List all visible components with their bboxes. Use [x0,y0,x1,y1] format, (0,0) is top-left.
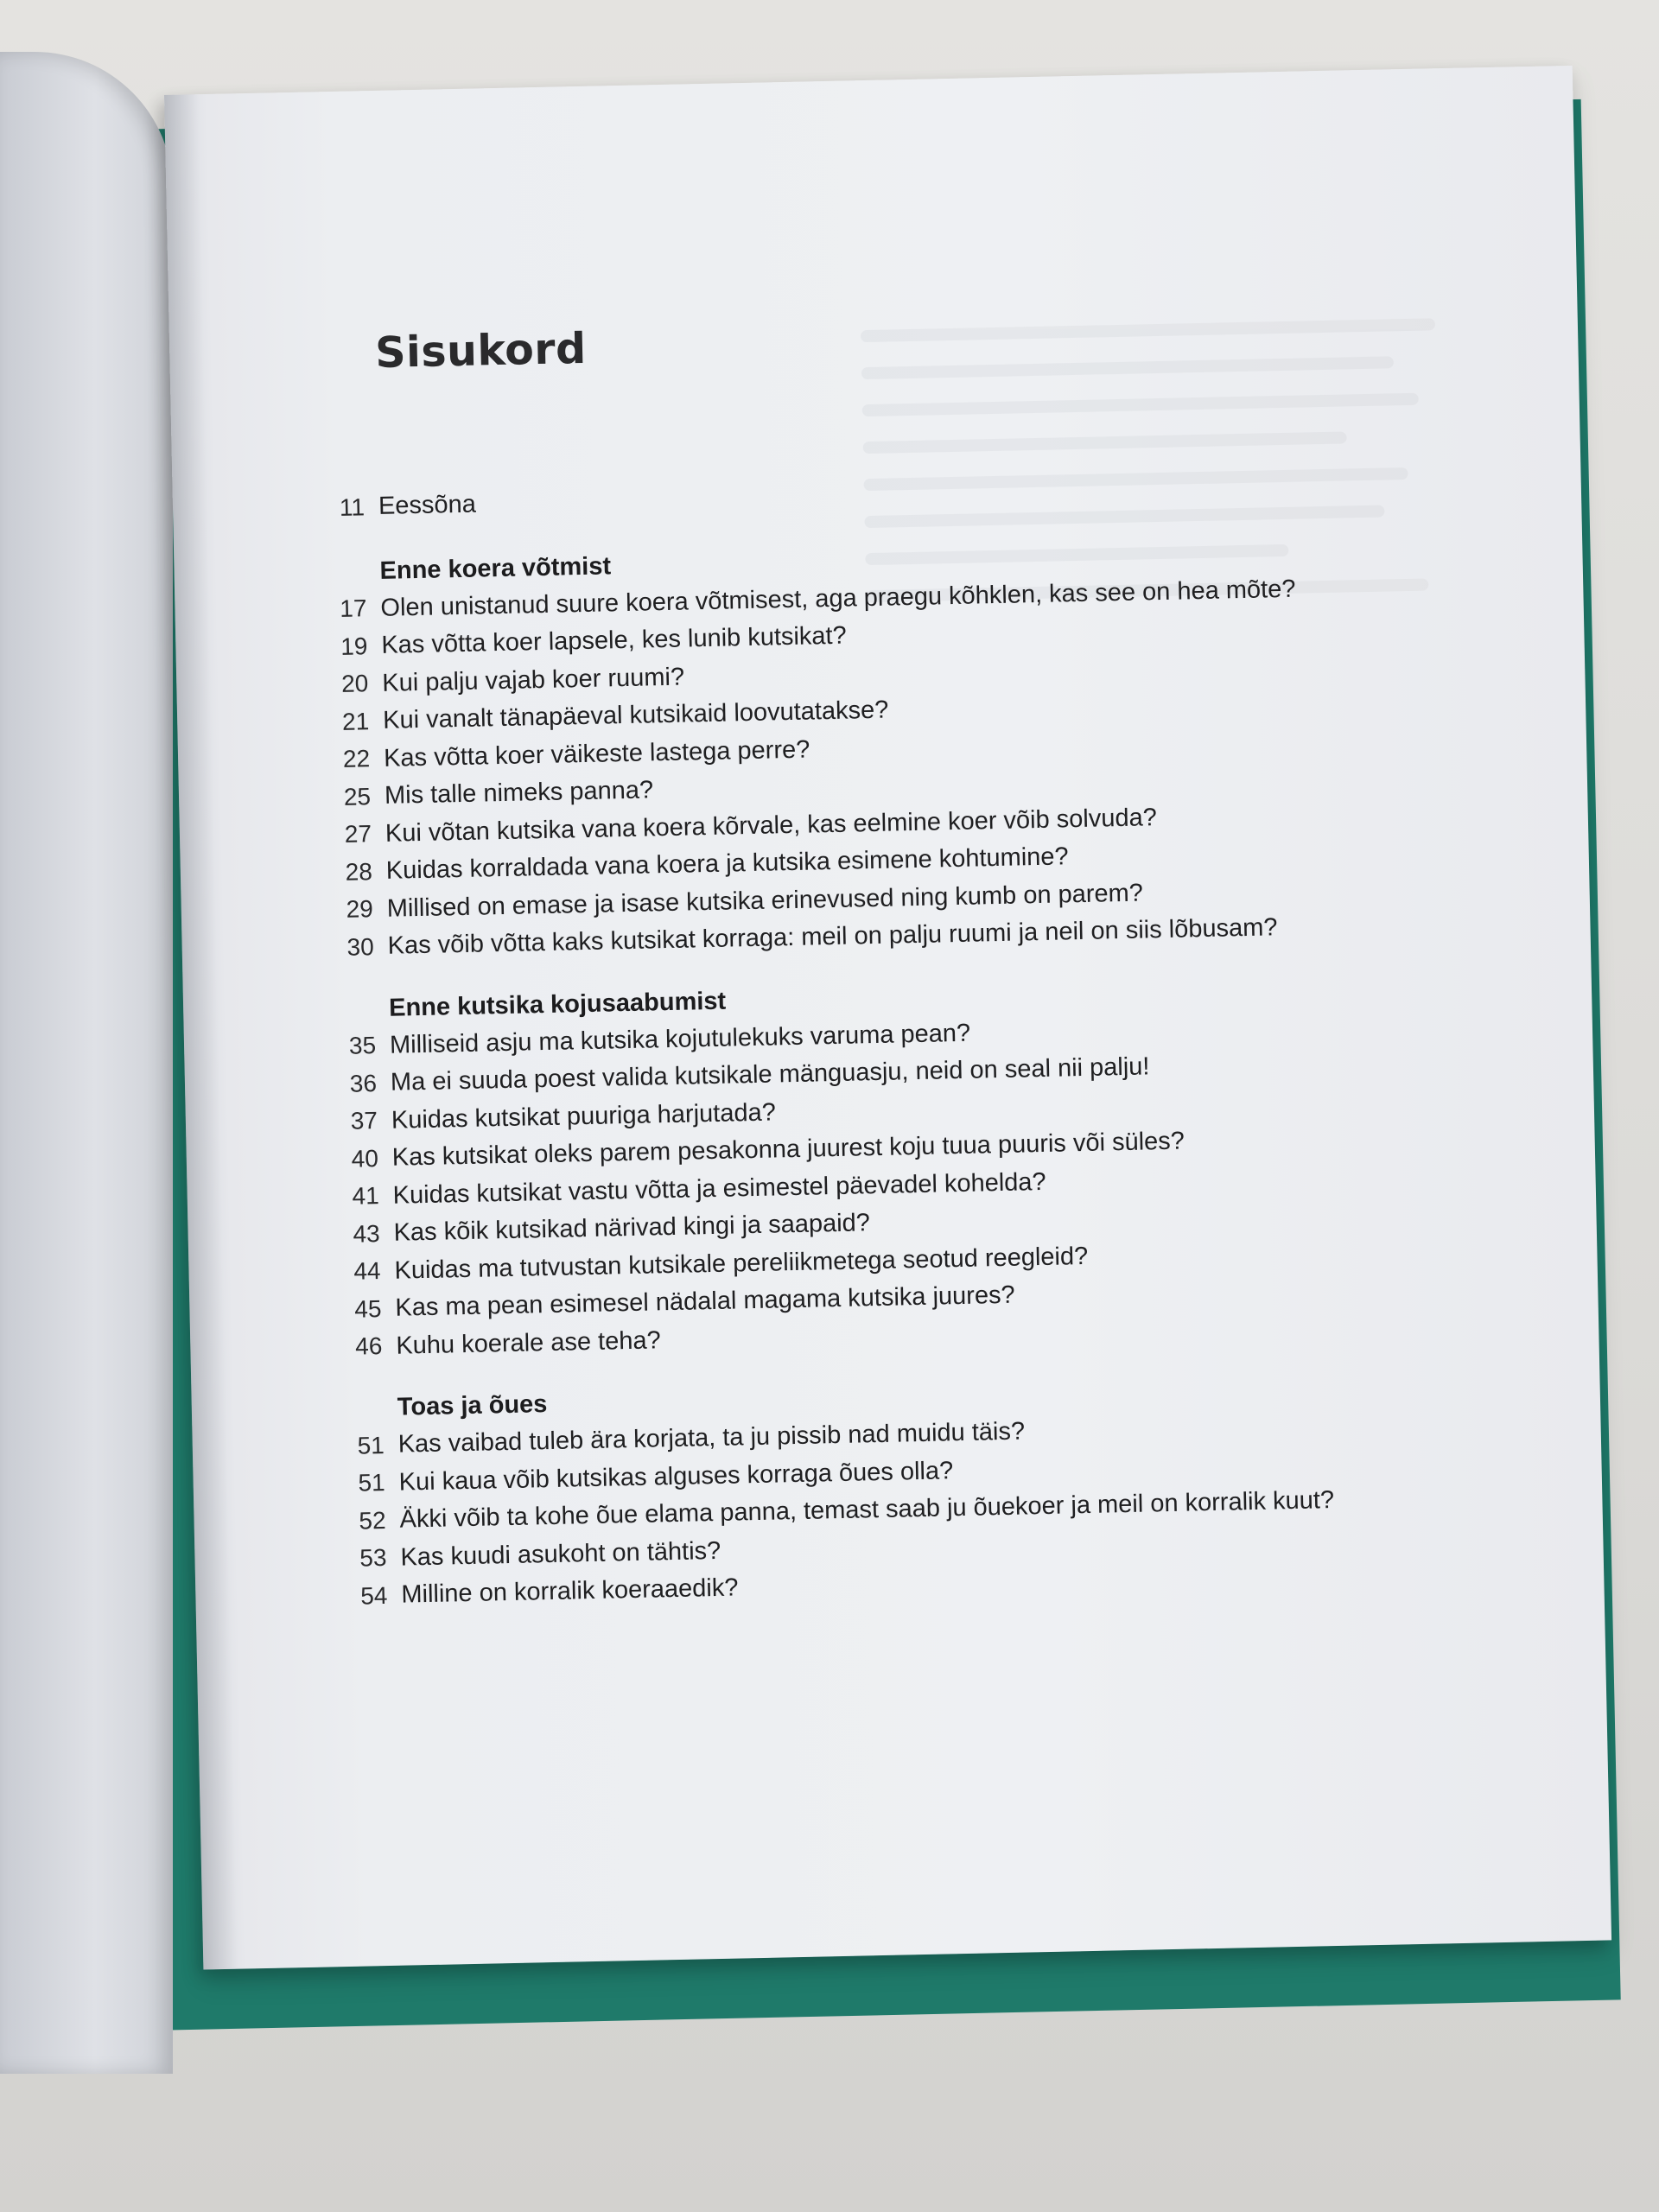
entry-title: Kui kaua võib kutsikas alguses korraga õues olla? [398,1456,954,1497]
entry-title: Kas võib võtta kaks kutsikat korraga: meil on palju ruumi ja neil on siis lõbusam? [387,913,1278,961]
entry-page-number: 52 [359,1506,386,1535]
entry-page-number: 51 [357,1431,385,1459]
entry-title: Kuidas kutsikat puuriga harjutada? [391,1098,777,1135]
entry-page-number: 17 [340,594,367,623]
entry-page-number: 51 [358,1469,386,1497]
book-page [164,66,1611,1970]
entry-page-number: 41 [352,1182,380,1210]
toc-body [173,463,1605,1618]
entry-page-number: 29 [346,895,374,924]
entry-page-number: 54 [359,1581,388,1610]
entry-page-number: 30 [346,932,375,961]
entry-page-number: 43 [353,1219,380,1248]
section-heading: Enne kutsika kojusaabumist [388,987,727,1022]
entry-page-number: 11 [339,493,365,521]
left-page-curl [0,52,173,2074]
entry-page-number: 40 [351,1144,379,1173]
entry-page-number: 27 [344,820,372,849]
entry-page-number: 35 [348,1032,377,1060]
entry-page-number: 36 [349,1069,378,1097]
entry-title: Millised on emase ja isase kutsika erinevused ning kumb on parem? [386,879,1144,923]
entry-title: Eessõna [378,490,477,521]
entry-title: Kuhu koerale ase teha? [396,1326,661,1360]
entry-title: Kui võtan kutsika vana koera kõrvale, kas eelmine koer võib solvuda? [385,803,1158,848]
entry-title: Kui vanalt tänapäeval kutsikaid loovutatakse? [382,696,889,735]
entry-title: Kas ma pean esimesel nädalal magama kutsika juures? [395,1281,1015,1322]
entry-page-number: 19 [340,632,368,660]
toc-entry-intro [173,463,1582,531]
entry-title: Milliseid asju ma kutsika kojutulekuks varuma pean? [389,1019,971,1059]
entry-page-number: 45 [353,1294,382,1323]
section-heading: Enne koera võtmist [379,551,612,585]
entry-page-number: 46 [354,1332,383,1360]
entry-page-number: 37 [350,1107,378,1135]
entry-title: Kuidas korraldada vana koera ja kutsika esimene kohtumine? [385,842,1069,886]
entry-page-number: 44 [353,1257,381,1285]
section-heading: Toas ja õues [397,1390,548,1421]
entry-title: Kas kõik kutsikad närivad kingi ja saapaid? [393,1209,871,1247]
entry-page-number: 28 [345,857,373,886]
entry-title: Ma ei suuda poest valida kutsikale mänguasju, neid on seal nii palju! [390,1052,1150,1097]
entry-title: Kas vaibad tuleb ära korjata, ta ju pissib nad muidu täis? [397,1417,1026,1459]
entry-page-number: 22 [342,745,371,773]
entry-title: Kui palju vajab koer ruumi? [381,663,685,697]
table-of-contents [164,66,1611,1970]
entry-title: Kas kutsikat oleks parem pesakonna juurest koju tuua puuris või süles? [391,1127,1185,1172]
entry-title: Milline on korralik koeraaedik? [401,1573,739,1609]
entry-page-number: 25 [343,782,372,810]
entry-title: Kuidas ma tutvustan kutsikale pereliikmetega seotud reegleid? [394,1242,1089,1285]
entry-title: Olen unistanud suure koera võtmisest, aga praegu kõhklen, kas see on hea mõte? [380,575,1296,622]
entry-page-number: 21 [341,707,370,735]
toc-title: Sisukord [374,323,588,378]
entry-page-number: 53 [359,1544,387,1572]
entry-title: Mis talle nimeks panna? [384,776,654,810]
entry-title: Äkki võib ta kohe õue elama panna, temast saab ju õuekoer ja meil on korralik kuut? [399,1486,1335,1534]
entry-title: Kas võtta koer väikeste lastega perre? [383,735,810,772]
entry-page-number: 20 [340,670,369,698]
entry-title: Kas võtta koer lapsele, kes lunib kutsikat? [381,621,848,660]
entry-title: Kas kuudi asukoht on tähtis? [400,1536,721,1572]
entry-title: Kuidas kutsikat vastu võtta ja esimestel päevadel kohelda? [392,1167,1046,1210]
